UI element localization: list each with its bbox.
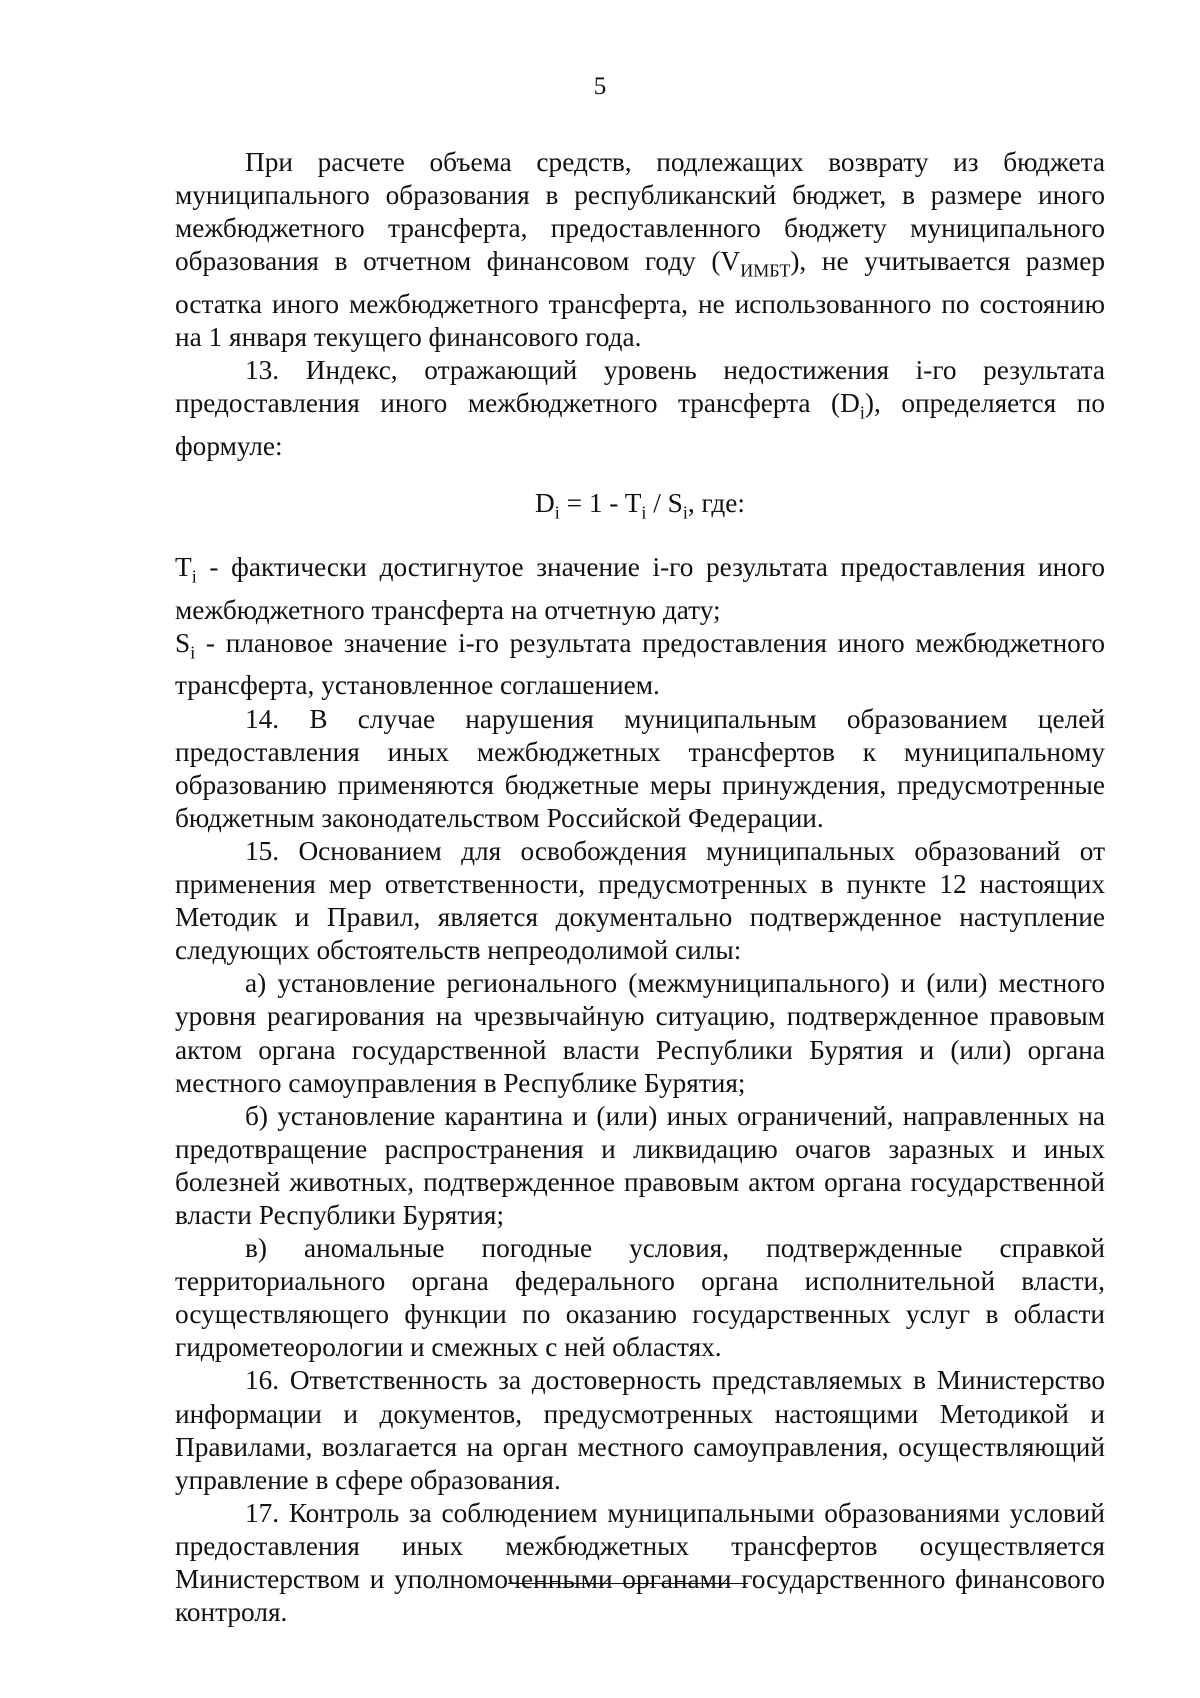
paragraph-text: ), определяется по формуле: bbox=[175, 388, 1105, 461]
paragraph-text: При расчете объема средств, подлежащих возврату из бюджета муниципального образования в республиканский бюджет, в размере иного межбюджетного трансферта, предоставленного бюджету муниципального образования в отчетном финансовом году (V bbox=[175, 147, 1105, 277]
formula-part: , где: bbox=[687, 487, 745, 518]
paragraph-15-v: в) аномальные погодные условия, подтвержденные справкой территориального органа федерального органа исполнительной власти, осуществляющего функции по оказанию государственных услуг в области гидрометеорологии и смежных с ней областях. bbox=[175, 1233, 1105, 1363]
page-number: 5 bbox=[593, 73, 607, 100]
symbol: S bbox=[175, 627, 191, 658]
end-divider bbox=[508, 1583, 748, 1584]
subscript: ИМБТ bbox=[740, 260, 791, 281]
paragraph-14: 14. В случае нарушения муниципальным образованием целей предоставления иных межбюджетных трансфертов к муниципальному образованию применяются бюджетные меры принуждения, предусмотренные бюджетным законодательством Российской Федерации. bbox=[175, 703, 1105, 833]
definition-s bbox=[175, 627, 1105, 703]
paragraph-text: 13. Индекс, отражающий уровень недостижения i-го результата предоставления иного межбюджетного трансферта (D bbox=[175, 355, 1105, 419]
subscript: i bbox=[641, 502, 647, 523]
formula-part: / S bbox=[646, 487, 683, 518]
paragraph-refund-calculation bbox=[175, 146, 1105, 354]
paragraph-13 bbox=[175, 354, 1105, 463]
formula-part: = 1 - T bbox=[559, 487, 642, 518]
document-body bbox=[175, 146, 1105, 1629]
definition-t bbox=[175, 551, 1105, 627]
subscript: i bbox=[682, 502, 688, 523]
subscript: i bbox=[554, 502, 560, 523]
subscript: i bbox=[190, 642, 196, 663]
paragraph-17: 17. Контроль за соблюдением муниципальными образованиями условий предоставления иных межбюджетных трансфертов осуществляется Министерством и уполномоченными органами государственного финансового контроля. bbox=[175, 1497, 1105, 1628]
formula-part: D bbox=[535, 487, 555, 518]
paragraph-text: - плановое значение i-го результата предоставления иного межбюджетного трансферта, установленное соглашением. bbox=[175, 627, 1105, 701]
paragraph-16: 16. Ответственность за достоверность представляемых в Министерство информации и документов, предусмотренных настоящими Методикой и Правилами, возлагается на орган местного самоуправления, осуществляющий управление в сфере образования. bbox=[175, 1365, 1105, 1495]
subscript: i bbox=[859, 402, 865, 423]
paragraph-15-a: а) установление регионального (межмуниципального) и (или) местного уровня реагирования на чрезвычайную ситуацию, подтвержденное правовым актом органа государственной власти Республики Бурятия и (или) органа местного самоуправления в Республике Бурятия; bbox=[175, 968, 1105, 1098]
formula bbox=[175, 487, 1105, 530]
paragraph-15-b: б) установление карантина и (или) иных ограничений, направленных на предотвращение распространения и ликвидацию очагов заразных и иных болезней животных, подтвержденное правовым актом органа государственной власти Республики Бурятия; bbox=[175, 1100, 1105, 1230]
subscript: i bbox=[191, 566, 197, 587]
paragraph-text: ), не учитывается размер остатка иного межбюджетного трансферта, не использованного по состоянию на 1 января текущего финансового года. bbox=[175, 246, 1105, 352]
symbol: T bbox=[175, 552, 192, 583]
paragraph-15: 15. Основанием для освобождения муниципальных образований от применения мер ответственности, предусмотренных в пункте 12 настоящих Методик и Правил, является документально подтвержденное наступление следующих обстоятельств непреодолимой силы: bbox=[175, 835, 1105, 966]
paragraph-text: - фактически достигнутое значение i-го результата предоставления иного межбюджетного трансферта на отчетную дату; bbox=[175, 552, 1105, 625]
